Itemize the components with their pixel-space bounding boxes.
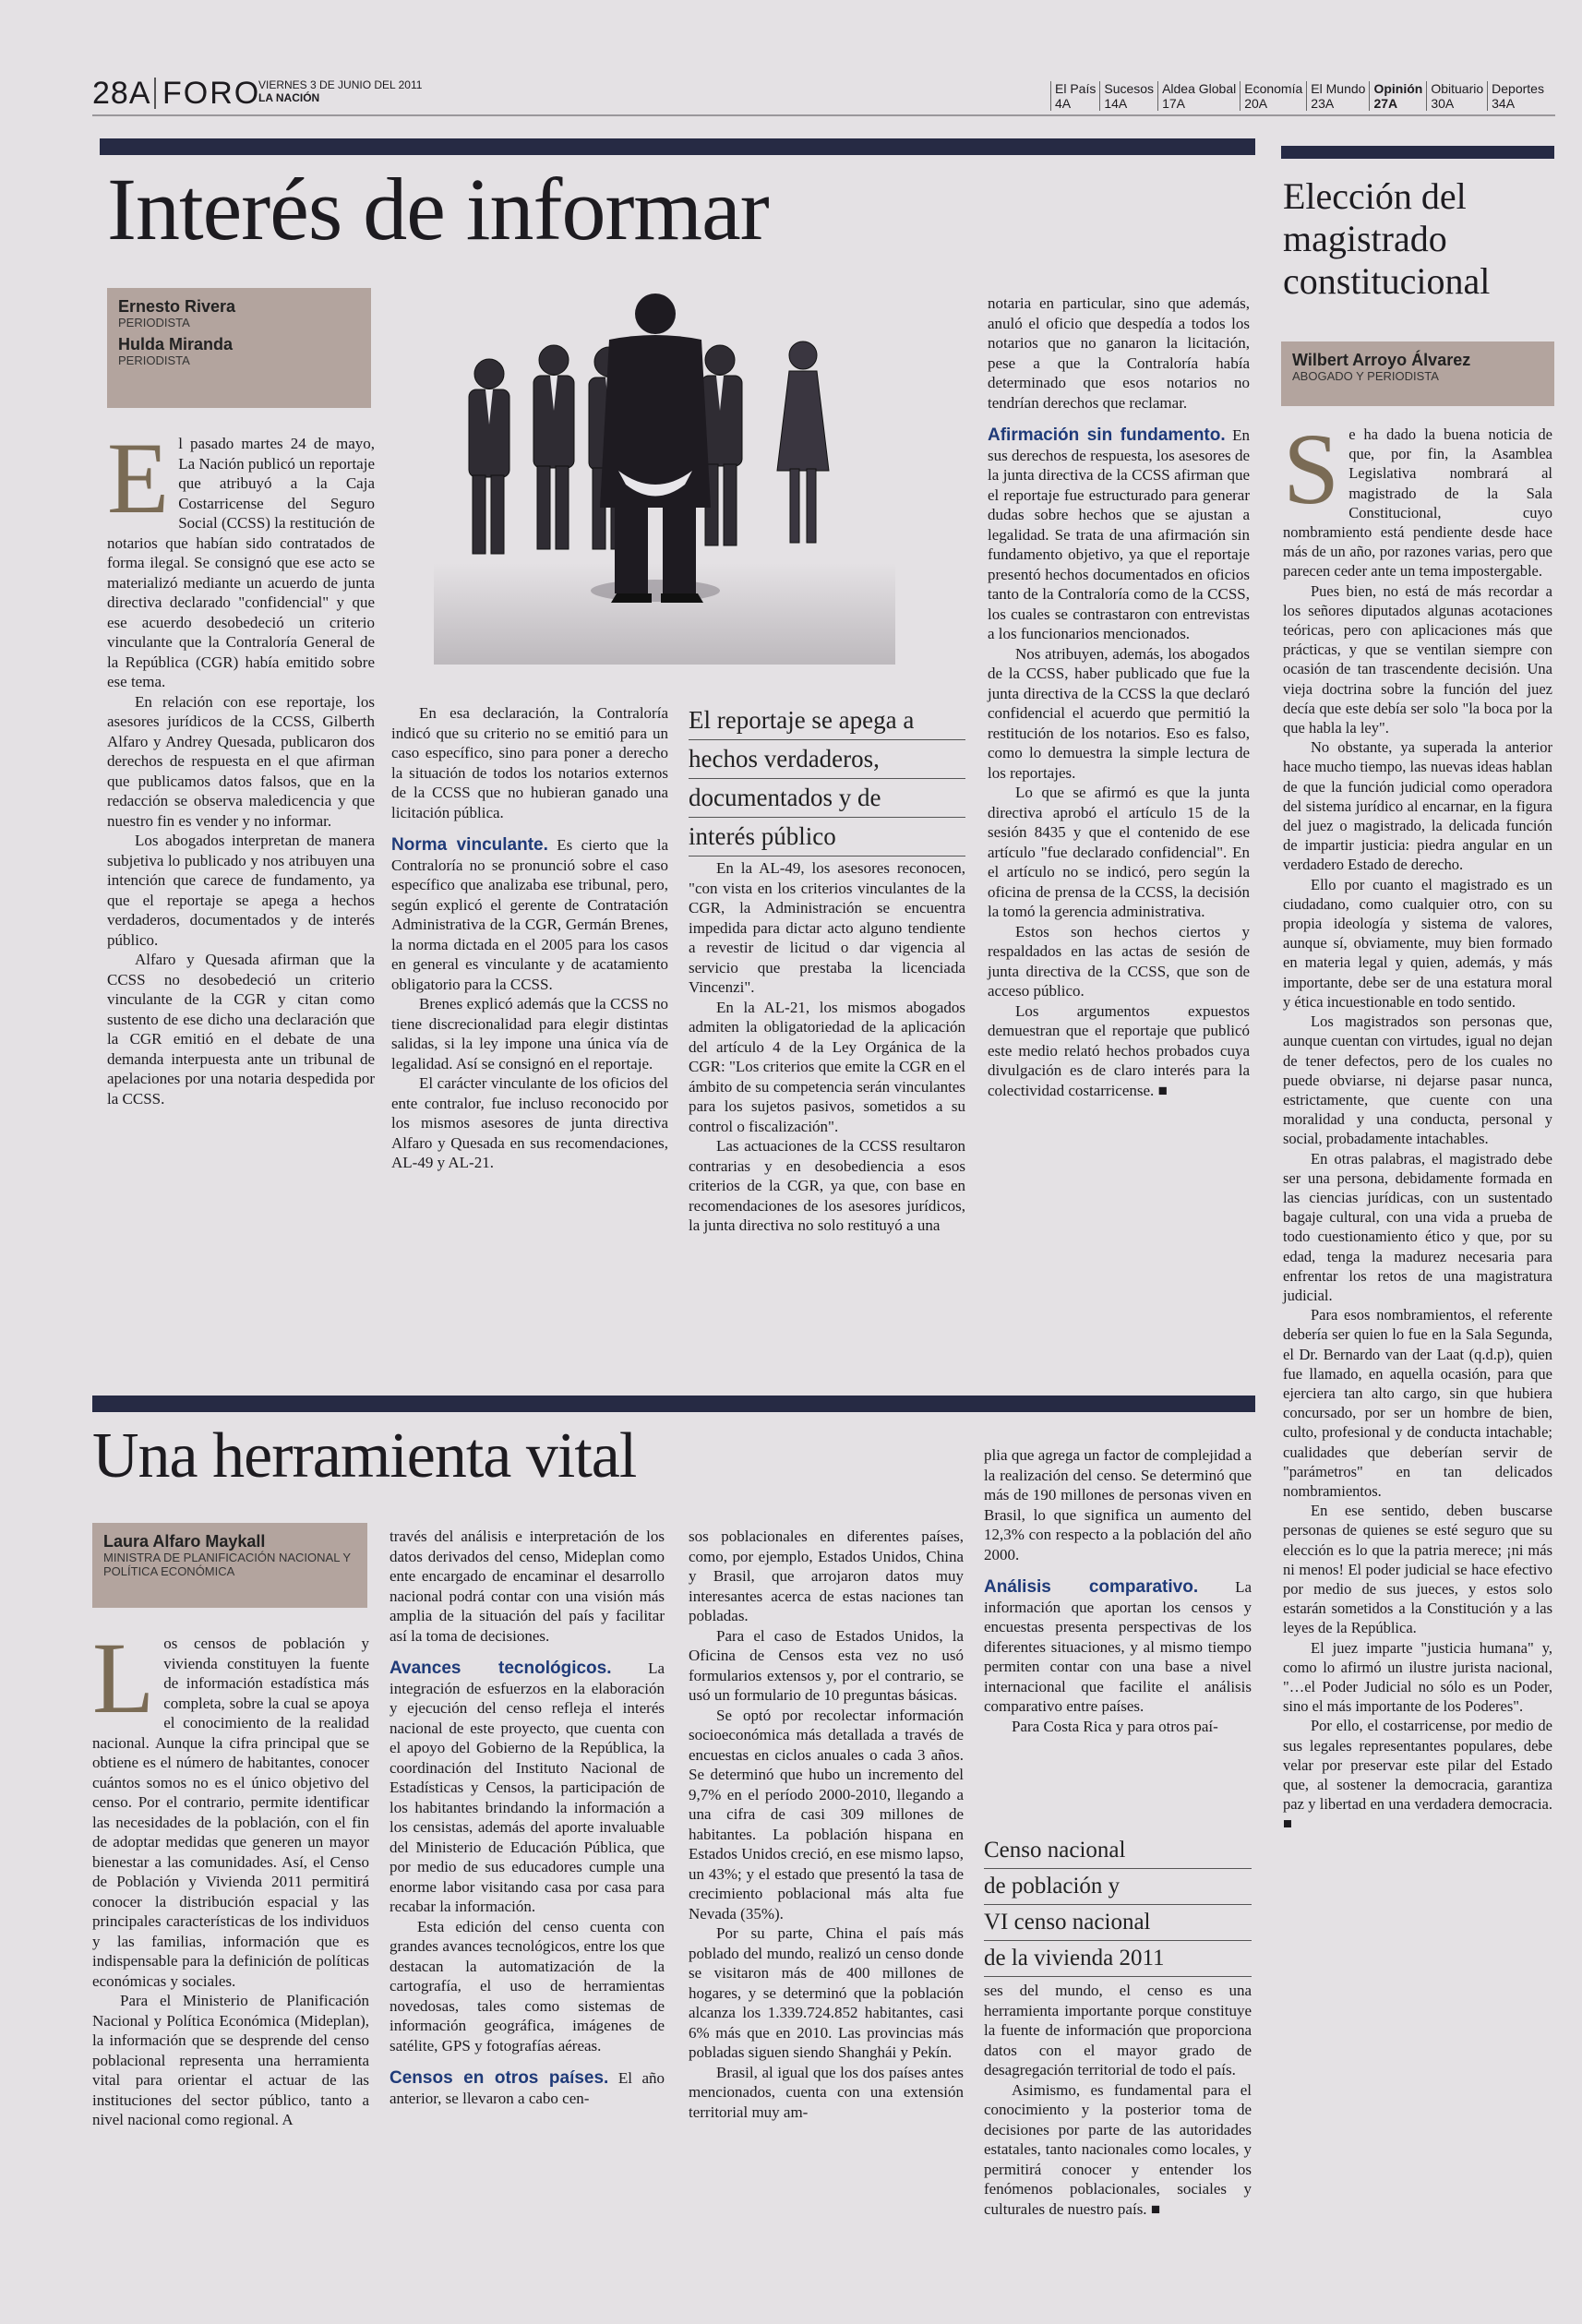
body-paragraph: En la AL-21, los mismos abogados admiten la obligatoriedad de la aplicación del artículo 4 de la Ley Orgánica de la CGR: "Los criterios que emite la CGR en el ámbito de su competencia serán vinculantes para los sujetos pasivos, sometidos a su control o fiscalización". xyxy=(689,998,965,1135)
newspaper-name: LA NACIÓN xyxy=(258,91,320,104)
body-paragraph: Se optó por recolectar información socioeconómica más detallada a través de encuestas en ciclos anuales o cada 3 años. Se determinó que hubo un incremento del 9,7% en el período 2000-2010, llegando a una cifra de casi 309 millones de habitantes. La población hispana en Estados Unidos creció, en ese mismo lapso, un 43%; y el estado que presentó la tasa de crecimiento poblacional más alta fue Nevada (35%). xyxy=(689,1706,964,1923)
subheading: Afirmación sin fundamento. xyxy=(988,425,1226,445)
nav-item-obituario: Obituario 30A xyxy=(1426,81,1487,111)
end-mark-icon: ■ xyxy=(1283,1815,1292,1833)
article2-column-2 xyxy=(390,1527,665,2108)
body-paragraph: Para Costa Rica y para otros paí- xyxy=(1012,1717,1218,1735)
body-paragraph: Para esos nombramientos, el referente debería ser quien lo fue en la Sala Segunda, el Dr. Bernardo van der Laat (q.d.p), quien fue llamado, en aquella ocasión, para que ejerciera tan alto cargo, sin que hubiera concursado, por ser un hombre de bien, culto, profesional y de conducta intachable; cualidades que deberían servir de "parámetros" en tan delicados nombramientos. xyxy=(1283,1306,1552,1500)
page-number: 28A xyxy=(92,76,151,111)
subheading: Censos en otros países. xyxy=(390,2068,609,2088)
article1-column-4 xyxy=(988,293,1250,1100)
body-paragraph: os censos de población y vivienda constituyen la fuente de información estadística más completa, sobre la cual se apoya el conocimiento de la realidad nacional. Aunque la cifra principal que se obtiene es el número de habitantes, conocer cuántos somos no es el único objetivo del censo. Por el contrario, permite identificar las necesidades de la población, con el fin de adoptar medidas que generen un mayor bienestar a las comunidades. Así, el Censo de Población y Vivienda 2011 permitirá conocer la distribución espacial y las principales características de los individuos y las familias, información que es indispensable para la definición de políticas económicas y sociales. xyxy=(92,1635,369,1990)
body-paragraph: Los abogados interpretan de manera subjetiva lo publicado y nos atribuyen una intención que carece de fundamento, ya que el reportaje se apega a hechos verdaderos, documentados y de interés público. xyxy=(107,832,375,949)
article2-pullquote xyxy=(984,1833,1252,1977)
subheading: Avances tecnológicos. xyxy=(390,1659,612,1678)
foreground-figure xyxy=(591,293,720,603)
body-paragraph: Afirmación sin fundamento. En sus derechos de respuesta, los asesores de la junta directiva de la CCSS afirman que el reportaje fue estructurado para generar dudas sobre hechos que se ajustan a legalidad. Se trata de una afirmación sin fundamento objetivo, ya que el reportaje presentó hechos documentados en oficios tanto de la Contraloría como de la CCSS, los cuales se contrastaron con entrevistas a los funcionarios mencionados. xyxy=(988,425,1250,642)
body-paragraph: El juez imparte "justicia humana" y, como lo afirmó un ilustre jurista nacional, "…el Poder Judicial no sólo es un Poder, sino el más importante de los Poderes". xyxy=(1283,1638,1552,1716)
end-mark-icon: ■ xyxy=(1157,1081,1168,1099)
body-paragraph: través del análisis e interpretación de los datos derivados del censo, Mideplan como ente encargado de encaminar el desarrollo nacional podrá contar con una visión más amplia de la situación del país y facilitar así la toma de decisiones. xyxy=(390,1527,665,1645)
pullquote-line: VI censo nacional xyxy=(984,1905,1252,1941)
body-paragraph: Para el Ministerio de Planificación Nacional y Política Económica (Mideplan), la información que se desprende del censo poblacional representa una herramienta vital para orientar el actuar de las instituciones del sector público, tanto a nivel nacional como regional. A xyxy=(92,1992,369,2128)
article2-column-1 xyxy=(92,1622,369,2130)
article3-top-rule xyxy=(1281,146,1554,159)
pullquote-line: El reportaje se apega a xyxy=(689,701,965,740)
body-paragraph: En relación con ese reportaje, los asesores jurídicos de la CCSS, Gilberth Alfaro y Andrey Quesada, publicaron dos derechos de respuesta en el que afirman que publicamos datos falsos, que en la redacción se observa maledicencia y que nuestro fin es vender y no informar. xyxy=(107,692,375,830)
pullquote-line: de población y xyxy=(984,1869,1252,1905)
section-nav xyxy=(1050,81,1548,111)
body-paragraph: En esa declaración, la Contraloría indicó que su criterio no se emitió para un caso específico, sino para poner a derecho la situación de todos los notarios externos de la CCSS que no hubieran ganado una licitación pública. xyxy=(391,704,668,821)
end-mark-icon: ■ xyxy=(1150,2199,1161,2218)
subheading: Análisis comparativo. xyxy=(984,1577,1199,1597)
body-paragraph: Brasil, al igual que los dos países antes mencionados, cuenta con una extensión territorial muy am- xyxy=(689,2063,964,2121)
nav-item-el-pais: El País 4A xyxy=(1050,81,1099,111)
author-name: Wilbert Arroyo Álvarez xyxy=(1292,351,1471,369)
author-role: MINISTRA DE PLANIFICACIÓN NACIONAL Y POLÍTICA ECONÓMICA xyxy=(103,1551,351,1578)
header-divider xyxy=(154,78,156,109)
body-paragraph: En la AL-49, los asesores reconocen, "con vista en los criterios vinculantes de la CGR, la Administración se encuentra impedida para dictar acto alguno tendiente a revestir de licitud o dar vigencia al servicio que prestaba la licenciada Vincenzi". xyxy=(689,859,965,996)
body-paragraph: Avances tecnológicos. La integración de esfuerzos en la elaboración y ejecución del censo refleja el interés nacional de este proyecto, que cuenta con el apoyo del Gobierno de la República, la coordinación del Instituto Nacional de Estadísticas y Censos, la participación de los habitantes brindando la información a los censistas, además del aporte invaluable del Ministerio de Educación Pública, que por medio de sus educadores cumple una enorme labor visitando casa por casa para recabar la información. xyxy=(390,1659,665,1915)
body-paragraph: Nos atribuyen, además, los abogados de la CCSS, haber publicado que fue la junta directiva de la CCSS la que declaró confidencial el acuerdo que permitió la restitución de los notarios. Eso es falso, como lo demuestra la simple lectura de los reportajes. xyxy=(988,644,1250,782)
nav-item-aldea-global: Aldea Global 17A xyxy=(1157,81,1240,111)
author-role: PERIODISTA xyxy=(118,353,190,367)
body-paragraph: No obstante, ya superada la anterior hace mucho tiempo, las nuevas ideas hablan de que la función judicial como operadora del sistema jurídico al encarnar, en la figura del juez o magistrado, la delicada función de impartir justicia: piedra angular en un verdadero Estado de derecho. xyxy=(1283,738,1552,874)
body-paragraph: Esta edición del censo cuenta con grandes avances tecnológicos, entre los que destacan la automatización de la cartografía, el uso de herramientas novedosas, tales como sistemas de información geográfica, imágenes de satélite, GPS y fotografías aéreas. xyxy=(390,1917,665,2054)
subheading: Norma vinculante. xyxy=(391,835,548,855)
body-paragraph: Asimismo, es fundamental para el conocimiento y la posterior toma de decisiones por parte de las autoridades estatales, tanto nacionales como locales, y permitirá conocer y entender los fenómenos poblacionales, sociales y culturales de nuestro país. ■ xyxy=(984,2080,1252,2218)
article2-title: Una herramienta vital xyxy=(92,1420,637,1491)
article3-title: Elección del magistrado constitucional xyxy=(1283,175,1491,302)
body-paragraph: Las actuaciones de la CCSS resultaron contrarias y en desobediencia a esos criterios de la CGR, ya que, con base en recomendaciones de los asesores jurídicos, la junta directiva no solo restituyó a una xyxy=(689,1137,965,1234)
body-paragraph: Para el caso de Estados Unidos, la Oficina de Censos esta vez no usó formularios extensos y, por el contrario, se usó un formulario de 10 preguntas básicas. xyxy=(689,1626,964,1704)
pullquote-line: documentados y de xyxy=(689,779,965,818)
businessmen-illustration xyxy=(434,286,895,665)
nav-item-sucesos: Sucesos 14A xyxy=(1099,81,1157,111)
body-paragraph: sos poblacionales en diferentes países, como, por ejemplo, Estados Unidos, China y Brasil, que arrojaron datos muy interesantes acerca de estas naciones tan pobladas. xyxy=(689,1527,964,1624)
body-paragraph: notaria en particular, sino que además, anuló el oficio que despedía a todos los notarios que no ganaron la licitación, pese a que la Contraloría había determinado que esos notarios no tendrían derechos que reclamar. xyxy=(988,294,1250,412)
body-paragraph: Censos en otros países. El año anterior, se llevaron a cabo cen- xyxy=(390,2068,665,2107)
body-paragraph: Los argumentos expuestos demuestran que el reportaje que publicó este medio relató hechos probados cuya divulgación es de claro interés para la colectividad costarricense. ■ xyxy=(988,1001,1250,1099)
body-paragraph: plia que agrega un factor de complejidad a la realización del censo. Se determinó que más de 190 millones de personas viven en Brasil, lo que significa un aumento del 12,3% con respecto a la población del año 2000. xyxy=(984,1446,1252,1563)
body-paragraph: Alfaro y Quesada afirman que la CCSS no desobedeció un criterio vinculante de la CGR y citan como sustento de ese dicho una declaración que la CGR emitió en el debate de una demanda interpuesta ante un tribunal de apelaciones por una notaria despedida por la CCSS. xyxy=(107,951,375,1108)
body-paragraph: Por su parte, China el país más poblado del mundo, realizó un censo donde se visitaron más de 400 millones de hogares, y se determinó que la población alcanza los 1.339.724.852 habitantes, casi 6% más que en 2010. Las provincias más pobladas siguen siendo Shanghái y Pekín. xyxy=(689,1924,964,2061)
author-role: ABOGADO Y PERIODISTA xyxy=(1292,369,1439,383)
body-paragraph: El carácter vinculante de los oficios del ente contralor, fue incluso reconocido por los mismos asesores de junta directiva Alfaro y Quesada en sus recomendaciones, AL-49 y AL-21. xyxy=(391,1074,668,1171)
body-paragraph: En otras palabras, el magistrado debe ser una persona, debidamente formada en las ciencias jurídicas, con un sustentado bagaje cultural, con una vida a prueba de todo cuestionamiento ético y que, por su edad, tenga la madurez necesaria para enfrentar los retos de una magistratura judicial. xyxy=(1283,1149,1552,1304)
body-paragraph: Los magistrados son personas que, aunque cuentan con virtudes, igual no dejan de tener defectos, pero de los cuales no puede obviarse, ni dejarse pasar nunca, estrictamente, que cuente con una moralidad y una conducta, personal y social, probadamente intachables. xyxy=(1283,1012,1552,1148)
body-paragraph: Por ello, el costarricense, por medio de sus legales representantes populares, debe velar por preservar este pilar del Estado que, al sostener la democracia, garantiza paz y libertad en una verdadera democracia. ■ xyxy=(1283,1717,1552,1833)
body-paragraph: l pasado martes 24 de mayo, La Nación publicó un reportaje que atribuyó a la Caja Costarricense del Seguro Social (CCSS) la restitución de notarios que habían sido contratados de forma ilegal. Se consignó que ese acto se materializó mediante un acuerdo de junta directiva declarado "confidencial" y que ese acuerdo desobedeció un criterio vinculante que la Contraloría General de la República (CGR) había emitido sobre ese tema. xyxy=(107,435,375,690)
section-name: FORO xyxy=(162,76,261,111)
dropcap-letter: S xyxy=(1283,413,1340,525)
article3-byline xyxy=(1281,341,1554,406)
page-header xyxy=(92,74,1555,116)
article1-top-rule xyxy=(100,138,1255,155)
dropcap-letter: E xyxy=(107,422,170,534)
article2-byline xyxy=(92,1523,367,1608)
header-date-block xyxy=(258,78,422,104)
person-figure xyxy=(469,359,509,554)
article1-byline xyxy=(107,288,371,408)
issue-date: VIERNES 3 DE JUNIO DEL 2011 xyxy=(258,78,423,91)
article1-title: Interés de informar xyxy=(107,160,769,258)
article1-pullquote xyxy=(689,701,965,857)
pullquote-line: de la vivienda 2011 xyxy=(984,1941,1252,1977)
body-paragraph: En ese sentido, deben buscarse personas de quienes se esté seguro que su elección es lo que la patria merece; ¡ni más ni menos! El poder judicial se hace efectivo por medio de sus jueces, y estos solo estarán sometidos a la Constitución y a las leyes de la República. xyxy=(1283,1502,1552,1637)
article2-column-4b xyxy=(984,1981,1252,2219)
body-paragraph: Ello por cuanto el magistrado es un ciudadano, como cualquier otro, con su propia ideología y sistema de valores, aunque sí, obviamente, muy bien formado en materia legal y quien, además, y más importante, debe ser de una estatura moral y ética incuestionable en todo sentido. xyxy=(1283,875,1552,1011)
article1-column-2 xyxy=(391,703,668,1173)
pullquote-line: Censo nacional xyxy=(984,1833,1252,1869)
dropcap-letter: L xyxy=(92,1622,155,1734)
author-name: Laura Alfaro Maykall xyxy=(103,1532,266,1551)
article3-column xyxy=(1283,413,1552,1834)
body-paragraph: Norma vinculante. Es cierto que la Contraloría no se pronunció sobre el caso específico que analizaba ese tribunal, pero, según explicó el gerente de Contratación Administrativa de la CGR, Germán Brenes, la norma dictada en el 2005 para los casos en general es vinculante y de acatamiento obligatorio para la CCSS. xyxy=(391,835,668,993)
body-paragraph: Pues bien, no está de más recordar a los señores diputados algunas acotaciones teóricas, pero con aplicaciones más que prácticas, y que se ventilan siempre con ocasión de tan trascendente decisión. Una vieja doctrina sobre la función del juez decía que este debía ser solo "la boca por la que habla la ley". xyxy=(1283,581,1552,737)
body-paragraph: Lo que se afirmó es que la junta directiva aprobó el artículo 15 de la sesión 8435 y que el contenido de ese artículo "fue declarado confidencial". En el artículo no se indicó, pero según la oficina de prensa de la CCSS, la decisión la tomó la gerencia administrativa. xyxy=(988,784,1250,920)
article1-column-3 xyxy=(689,858,965,1236)
article1-column-1 xyxy=(107,422,375,1108)
body-paragraph: ses del mundo, el censo es una herramienta importante porque constituye la fuente de información que proporciona datos con el mayor grado de desagregación territorial de todo el país. xyxy=(984,1982,1252,2078)
body-paragraph: Estos son hechos ciertos y respaldados en las actas de sesión de junta directiva de la CCSS, que son de acceso público. xyxy=(988,922,1250,1000)
nav-item-deportes: Deportes 34A xyxy=(1487,81,1548,111)
author-role: PERIODISTA xyxy=(118,316,190,329)
nav-item-opinion: Opinión 27A xyxy=(1369,81,1426,111)
nav-item-el-mundo: El Mundo 23A xyxy=(1306,81,1369,111)
body-paragraph: e ha dado la buena noticia de que, por fin, la Asamblea Legislativa nombrará al magistrado de la Sala Constitucional, cuyo nombramiento está pendiente desde hace más de un año, por razones varias, pero que parecen ceder ante un tema impostergable. xyxy=(1283,425,1552,581)
article2-column-3 xyxy=(689,1527,964,2122)
body-paragraph: Brenes explicó además que la CCSS no tiene discrecionalidad para elegir distintas salidas, si la ley impone una única vía de legalidad. Así se consignó en el reportaje. xyxy=(391,995,668,1072)
pullquote-line: hechos verdaderos, xyxy=(689,740,965,779)
article2-column-4 xyxy=(984,1445,1252,1736)
pullquote-line: interés público xyxy=(689,818,965,857)
author-name: Ernesto Rivera xyxy=(118,297,236,316)
body-paragraph: Análisis comparativo. La información que aportan los censos y encuestas presenta perspectivas de los diferentes situaciones, y al mismo tiempo permiten contar con una base a nivel internacional que facilite el análisis comparativo entre países. xyxy=(984,1577,1252,1715)
article2-top-rule xyxy=(92,1396,1255,1412)
author-name: Hulda Miranda xyxy=(118,335,234,353)
nav-item-economia: Economía 20A xyxy=(1240,81,1306,111)
